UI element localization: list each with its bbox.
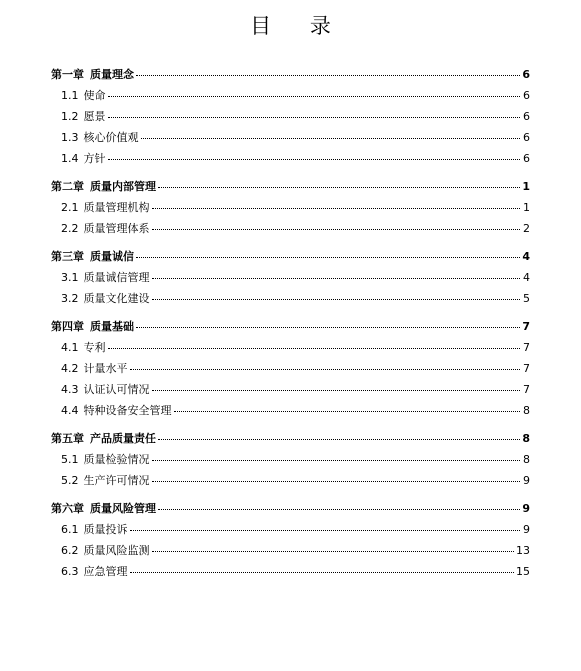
page-number: 5 <box>523 292 530 305</box>
chapter-title: 质量理念 <box>90 68 134 81</box>
page-number: 6 <box>523 131 530 144</box>
section-title: 特种设备安全管理 <box>83 404 172 417</box>
toc-section-entry[interactable] <box>51 341 530 362</box>
section-number: 6.3 <box>61 565 79 578</box>
toc-section-entry[interactable] <box>51 383 530 404</box>
page-number: 2 <box>523 222 530 235</box>
section-number: 3.2 <box>61 292 79 305</box>
section-title: 方针 <box>83 152 106 165</box>
section-number: 1.3 <box>61 131 79 144</box>
section-title: 质量风险监测 <box>83 544 150 557</box>
chapter-title: 质量诚信 <box>90 250 134 263</box>
dot-leader <box>108 117 521 118</box>
section-number: 2.1 <box>61 201 79 214</box>
page-number: 7 <box>523 341 530 354</box>
page-title: 目 录 <box>250 14 347 38</box>
chapter-title: 质量风险管理 <box>90 502 156 515</box>
page-number: 6 <box>523 110 530 123</box>
page-number: 7 <box>523 383 530 396</box>
dot-leader <box>174 411 521 412</box>
toc-section-entry[interactable] <box>51 152 530 173</box>
dot-leader <box>136 257 520 258</box>
page-number: 1 <box>522 180 530 193</box>
dot-leader <box>152 299 521 300</box>
dot-leader <box>152 460 521 461</box>
page-number: 6 <box>523 89 530 102</box>
dot-leader <box>141 138 521 139</box>
chapter-number: 第五章 <box>51 432 84 445</box>
section-number: 4.3 <box>61 383 79 396</box>
chapter-title: 质量基础 <box>90 320 134 333</box>
dot-leader <box>108 96 521 97</box>
chapter-number: 第一章 <box>51 68 84 81</box>
dot-leader <box>108 159 521 160</box>
section-number: 6.1 <box>61 523 79 536</box>
toc-section-entry[interactable] <box>51 89 530 110</box>
dot-leader <box>130 369 521 370</box>
page-number: 7 <box>522 320 530 333</box>
section-title: 专利 <box>83 341 106 354</box>
section-number: 6.2 <box>61 544 79 557</box>
section-title: 质量管理体系 <box>83 222 150 235</box>
section-title: 生产许可情况 <box>83 474 150 487</box>
page-number: 9 <box>523 474 530 487</box>
section-number: 3.1 <box>61 271 79 284</box>
section-title: 认证认可情况 <box>83 383 150 396</box>
toc-chapter-entry[interactable] <box>51 502 530 523</box>
toc-chapter-entry[interactable] <box>51 320 530 341</box>
chapter-number: 第四章 <box>51 320 84 333</box>
toc-section-entry[interactable] <box>51 110 530 131</box>
page-number: 8 <box>523 453 530 466</box>
toc-chapter-entry[interactable] <box>51 250 530 271</box>
toc-section-entry[interactable] <box>51 292 530 313</box>
toc-section-entry[interactable] <box>51 565 530 586</box>
page-number: 8 <box>523 404 530 417</box>
chapter-title: 产品质量责任 <box>90 432 156 445</box>
section-title: 计量水平 <box>83 362 128 375</box>
dot-leader <box>136 327 520 328</box>
toc-section-entry[interactable] <box>51 131 530 152</box>
section-number: 1.1 <box>61 89 79 102</box>
section-title: 质量诚信管理 <box>83 271 150 284</box>
dot-leader <box>130 530 521 531</box>
section-number: 1.4 <box>61 152 79 165</box>
chapter-number: 第二章 <box>51 180 84 193</box>
section-title: 愿景 <box>83 110 106 123</box>
chapter-number: 第三章 <box>51 250 84 263</box>
chapter-number: 第六章 <box>51 502 84 515</box>
section-number: 5.1 <box>61 453 79 466</box>
page-number: 4 <box>522 250 530 263</box>
section-title: 质量文化建设 <box>83 292 150 305</box>
section-title: 质量检验情况 <box>83 453 150 466</box>
toc-chapter-entry[interactable] <box>51 180 530 201</box>
dot-leader <box>158 187 520 188</box>
toc-section-entry[interactable] <box>51 453 530 474</box>
toc-section-entry[interactable] <box>51 271 530 292</box>
dot-leader <box>136 75 520 76</box>
section-title: 质量投诉 <box>83 523 128 536</box>
toc-section-entry[interactable] <box>51 362 530 383</box>
page-number: 1 <box>523 201 530 214</box>
chapter-title: 质量内部管理 <box>90 180 156 193</box>
dot-leader <box>130 572 515 573</box>
dot-leader <box>158 509 520 510</box>
dot-leader <box>152 551 515 552</box>
toc-chapter-entry[interactable] <box>51 68 530 89</box>
section-title: 应急管理 <box>83 565 128 578</box>
page-number: 8 <box>522 432 530 445</box>
page-number: 9 <box>522 502 530 515</box>
section-number: 4.1 <box>61 341 79 354</box>
dot-leader <box>158 439 520 440</box>
toc-section-entry[interactable] <box>51 544 530 565</box>
section-title: 质量管理机构 <box>83 201 150 214</box>
page-number: 6 <box>523 152 530 165</box>
dot-leader <box>152 481 521 482</box>
dot-leader <box>152 229 521 230</box>
toc-section-entry[interactable] <box>51 201 530 222</box>
section-title: 核心价值观 <box>83 131 139 144</box>
page-number: 15 <box>516 565 530 578</box>
page-number: 7 <box>523 362 530 375</box>
page-number: 6 <box>522 68 530 81</box>
section-title: 使命 <box>83 89 106 102</box>
dot-leader <box>152 208 521 209</box>
page-number: 4 <box>523 271 530 284</box>
page-number: 13 <box>516 544 530 557</box>
toc-section-entry[interactable] <box>51 474 530 495</box>
toc-section-entry[interactable] <box>51 222 530 243</box>
toc-list <box>51 68 530 586</box>
dot-leader <box>152 390 521 391</box>
section-number: 2.2 <box>61 222 79 235</box>
page-number: 9 <box>523 523 530 536</box>
toc-chapter-entry[interactable] <box>51 432 530 453</box>
section-number: 4.4 <box>61 404 79 417</box>
toc-section-entry[interactable] <box>51 404 530 425</box>
section-number: 5.2 <box>61 474 79 487</box>
section-number: 1.2 <box>61 110 79 123</box>
toc-section-entry[interactable] <box>51 523 530 544</box>
dot-leader <box>108 348 521 349</box>
section-number: 4.2 <box>61 362 79 375</box>
dot-leader <box>152 278 521 279</box>
